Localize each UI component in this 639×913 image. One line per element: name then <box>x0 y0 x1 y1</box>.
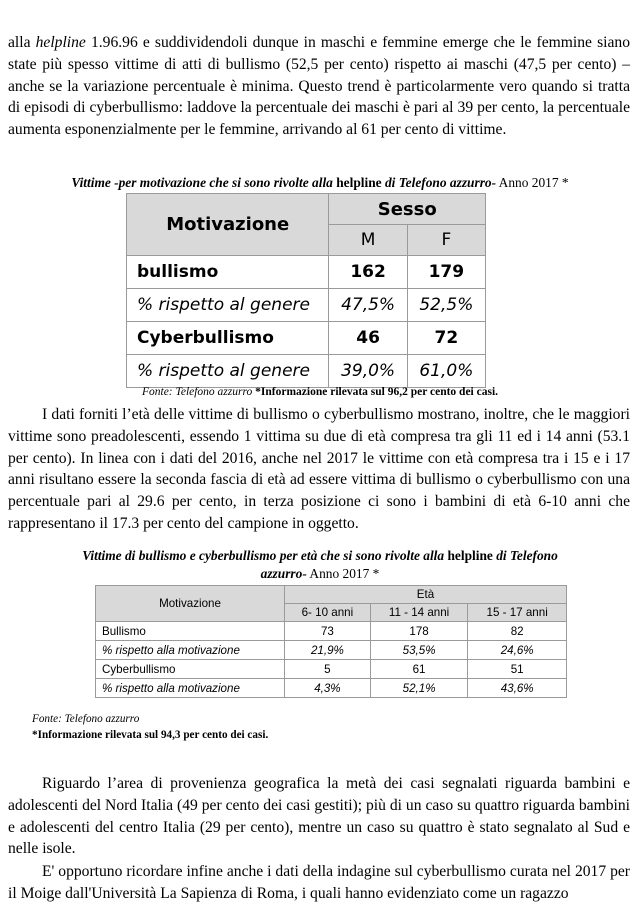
table-2-cell: 24,6% <box>468 641 567 660</box>
table-2-cell: 21,9% <box>285 641 371 660</box>
table-2-row-label: % rispetto alla motivazione <box>96 641 285 660</box>
table-2-cell: 82 <box>468 622 567 641</box>
table-1-cell: 72 <box>407 322 485 355</box>
paragraph-1-text-cont: 1.96.96 e suddividendoli dunque in maschi e femmine emerge che le femmine siano state più spesso vittime di atti di bullismo (52,5 per cento) rispetto ai maschi (47,5 per cento) –anche se la variazione percentuale è minima. Questo trend è particolarmente vero quando si tratta di episodi di cyberbullismo: laddove la percentuale dei maschi è pari al 39 per cento, la percentuale aumenta esponenzialmente per le femmine, arrivando al 61 per cento di vittime. <box>8 34 631 139</box>
table-2-cell: 73 <box>285 622 371 641</box>
caption-2-part: Vittime di bullismo e cyberbullismo per età che si sono rivolte alla <box>82 548 448 563</box>
table-1-cell: 46 <box>329 322 407 355</box>
table-row <box>96 679 567 698</box>
table-2-cell: 178 <box>370 622 468 641</box>
paragraph-4: E' opportuno ricordare infine anche i dati della indagine sul cyberbullismo curata nel 2017 per il Moige dall'Università La Sapienza di Roma, i quali hanno evidenziato come un ragazzo <box>8 863 630 902</box>
source-1-label: Fonte: Telefono azzurro <box>141 386 256 398</box>
table-2-age-header: 11 - 14 anni <box>370 604 468 622</box>
table-2-age-header: 15 - 17 anni <box>468 604 567 622</box>
source-2-note: *Informazione rilevata sul 94,3 per cento dei casi. <box>32 728 269 741</box>
table-1-cell: 39,0% <box>329 355 407 388</box>
table-2-cell: 5 <box>285 660 371 679</box>
table-row <box>127 289 486 322</box>
table-2-header-eta: Età <box>285 586 567 604</box>
table-2-cell: 53,5% <box>370 641 468 660</box>
table-row <box>127 256 486 289</box>
caption-1-year: Anno 2017 * <box>496 175 569 190</box>
table-1-cell: 162 <box>329 256 407 289</box>
table-2-cell: 52,1% <box>370 679 468 698</box>
source-2-label: Fonte: Telefono azzurro <box>32 713 140 725</box>
table-2-source <box>32 712 268 743</box>
table-row <box>127 355 486 388</box>
caption-1-part: Vittime -per motivazione che si sono rivolte alla <box>71 175 337 190</box>
table-1-source <box>8 386 632 398</box>
table-row <box>96 622 567 641</box>
caption-2-year: Anno 2017 * <box>306 566 380 581</box>
table-1-header-motivazione: Motivazione <box>127 194 329 256</box>
table-1-cell: 52,5% <box>407 289 485 322</box>
table-1-header-f: F <box>407 225 485 256</box>
table-2-header-motivazione: Motivazione <box>96 586 285 622</box>
table-1-row-label: % rispetto al genere <box>127 289 329 322</box>
caption-2-helpline: helpline <box>447 548 493 563</box>
paragraph-1-text: alla <box>8 34 36 51</box>
caption-1-part: di Telefono azzurro- <box>381 175 497 190</box>
table-row <box>96 660 567 679</box>
table-2-row-label: % rispetto alla motivazione <box>96 679 285 698</box>
table-2-cell: 4,3% <box>285 679 371 698</box>
table-1-row-label: % rispetto al genere <box>127 355 329 388</box>
table-1-row-label: Cyberbullismo <box>127 322 329 355</box>
paragraph-1-emphasis: helpline <box>35 34 86 51</box>
caption-1-helpline: helpline <box>336 175 382 190</box>
table-1-cell: 61,0% <box>407 355 485 388</box>
paragraph-2: I dati forniti l’età delle vittime di bullismo o cyberbullismo mostrano, inoltre, che le maggiori vittime sono preadolescenti, essendo 1 vittima su due di età compresa tra gli 11 ed i 14 anni (53.1 per cento). In linea con i dati del 2016, anche nel 2017 le vittime con età compresa tra i 15 e i 17 anni risultano essere la seconda fascia di età ad essere vittima di bullismo o cyberbullismo con una percentuale pari al 29.6 per cento, in terza posizione ci sono i bambini di età 6-10 anni che rappresentano il 17.3 per cento del campione in oggetto. <box>8 406 630 532</box>
table-1-cell: 179 <box>407 256 485 289</box>
table-2-cell: 43,6% <box>468 679 567 698</box>
table-1-caption <box>8 174 632 192</box>
table-2-caption <box>8 547 632 583</box>
table-1-by-sex <box>126 193 486 388</box>
table-1-row-label: bullismo <box>127 256 329 289</box>
table-1-header-sesso: Sesso <box>329 194 486 225</box>
table-1-cell: 47,5% <box>329 289 407 322</box>
table-2-row-label: Bullismo <box>96 622 285 641</box>
table-1-header-m: M <box>329 225 407 256</box>
table-row <box>127 322 486 355</box>
table-2-by-age <box>95 585 567 698</box>
table-2-row-label: Cyberbullismo <box>96 660 285 679</box>
caption-2-part: di Telefono <box>492 548 558 563</box>
paragraph-1 <box>8 32 630 141</box>
table-row <box>96 641 567 660</box>
table-2-cell: 51 <box>468 660 567 679</box>
table-2-cell: 61 <box>370 660 468 679</box>
table-2-age-header: 6- 10 anni <box>285 604 371 622</box>
caption-2-part: azzurro- <box>260 566 307 581</box>
paragraph-3: Riguardo l’area di provenienza geografica la metà dei casi segnalati riguarda bambini e adolescenti del Nord Italia (49 per cento dei casi gestiti); più di un caso su quattro riguarda bambini e adolescenti del centro Italia (29 per cento), mentre un caso su quattro è stato segnalato al Sud e nelle isole. <box>8 775 630 858</box>
source-1-note: *Informazione rilevata sul 96,2 per cento dei casi. <box>255 386 499 398</box>
